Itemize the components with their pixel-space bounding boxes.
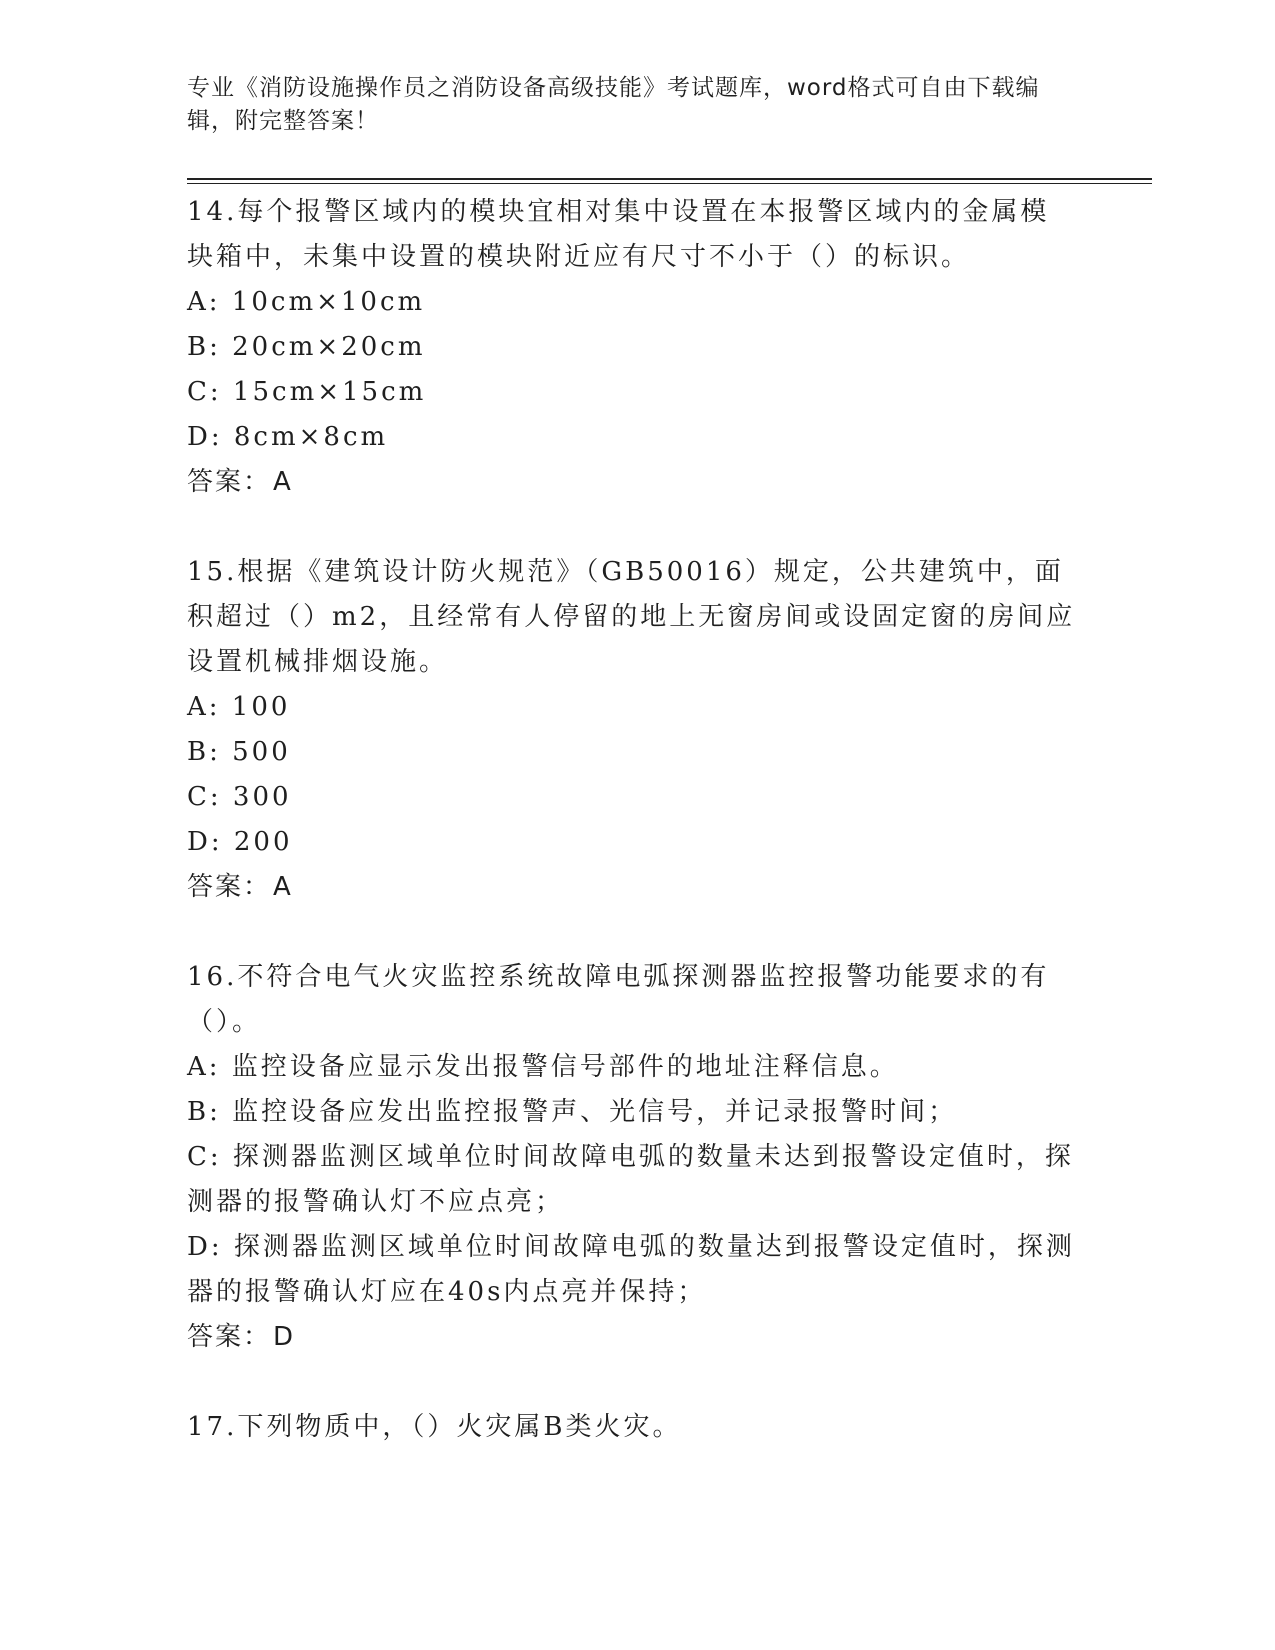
option-a: A: 10cm×10cm	[187, 287, 426, 317]
answer-line	[187, 1315, 1077, 1360]
header-rule-thin	[187, 183, 1152, 184]
option-a: A: 监控设备应显示发出报警信号部件的地址注释信息。	[187, 1052, 899, 1082]
option-d: D: 200	[187, 827, 293, 857]
option-b: B: 监控设备应发出监控报警声、光信号，并记录报警时间；	[187, 1097, 958, 1127]
option-a: A: 100	[187, 692, 291, 722]
question-15	[187, 550, 1077, 910]
option-c: C: 15cm×15cm	[187, 377, 427, 407]
question-stem: 14.每个报警区域内的模块宜相对集中设置在本报警区域内的金属模块箱中，未集中设置的模块附近应有尺寸不小于（）的标识。	[187, 197, 1050, 272]
answer-value: D	[273, 1322, 296, 1352]
option-d: D: 8cm×8cm	[187, 422, 389, 452]
answer-label: 答案：	[187, 1322, 272, 1352]
answer-label: 答案：	[187, 467, 272, 497]
answer-label: 答案：	[187, 872, 272, 902]
option-d: D: 探测器监测区域单位时间故障电弧的数量达到报警设定值时，探测器的报警确认灯应在40s内点亮并保持；	[187, 1232, 1075, 1307]
option-c: C: 300	[187, 782, 292, 812]
option-b: B: 20cm×20cm	[187, 332, 426, 362]
question-list	[187, 190, 1077, 1495]
answer-value: A	[273, 872, 293, 902]
answer-value: A	[273, 467, 293, 497]
option-c: C: 探测器监测区域单位时间故障电弧的数量未达到报警设定值时，探测器的报警确认灯不应点亮；	[187, 1142, 1074, 1217]
question-stem: 17.下列物质中，（）火灾属B类火灾。	[187, 1412, 682, 1442]
question-16	[187, 955, 1077, 1360]
question-14	[187, 190, 1077, 505]
page-header: 专业《消防设施操作员之消防设备高级技能》考试题库，word格式可自由下载编辑，附完整答案！	[187, 75, 1040, 134]
answer-line	[187, 460, 1077, 505]
question-stem: 15.根据《建筑设计防火规范》（GB50016）规定，公共建筑中，面积超过（）m2，且经常有人停留的地上无窗房间或设固定窗的房间应设置机械排烟设施。	[187, 557, 1076, 677]
option-b: B: 500	[187, 737, 291, 767]
question-17	[187, 1405, 1077, 1450]
header-rule-thick	[187, 178, 1152, 180]
question-stem: 16.不符合电气火灾监控系统故障电弧探测器监控报警功能要求的有（）。	[187, 962, 1050, 1037]
answer-line	[187, 865, 1077, 910]
